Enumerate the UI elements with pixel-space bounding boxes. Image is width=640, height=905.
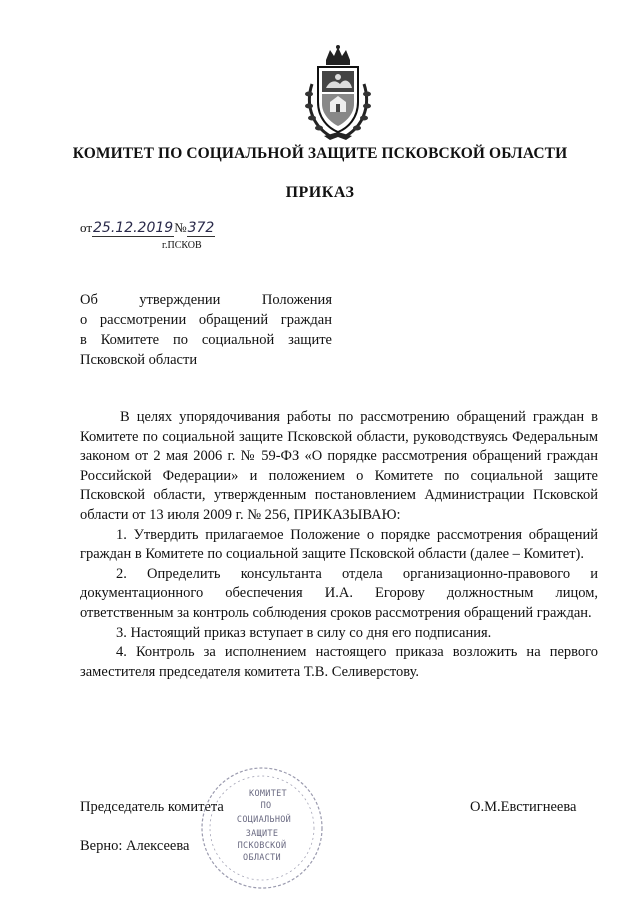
order-item: 4. Контроль за исполнением настоящего приказа возложить на первого заместителя председателя комитета Т.В. Селиверстову. bbox=[80, 644, 598, 680]
stamp-line: ЗАЩИТЕ bbox=[245, 829, 279, 839]
order-item: 2. Определить консультанта отдела организационно-правового и документационного обеспечения И.А. Егорову должностным лицом, ответственным за контроль соблюдения сроков рассмотрения обращений граждан. bbox=[80, 565, 598, 621]
city-label: г.ПСКОВ bbox=[162, 240, 202, 251]
organization-title: КОМИТЕТ ПО СОЦИАЛЬНОЙ ЗАЩИТЕ ПСКОВСКОЙ ОБЛАСТИ bbox=[72, 145, 568, 162]
signature-title: Председатель комитета bbox=[80, 799, 224, 815]
stamp-line: СОЦИАЛЬНОЙ bbox=[236, 815, 292, 825]
stamp-line: ПСКОВСКОЙ bbox=[237, 841, 287, 851]
seal-stamp bbox=[198, 764, 326, 892]
order-number: 372 bbox=[187, 220, 215, 236]
date-prefix: от bbox=[80, 220, 93, 235]
signature-name: О.М.Евстигнеева bbox=[470, 799, 577, 815]
subject-line: Об утверждении Положения bbox=[80, 292, 332, 308]
preamble-paragraph: В целях упорядочивания работы по рассмотрению обращений граждан в Комитете по социальной защите Псковской области, руководствуясь Федеральным законом от 2 мая 2006 г. № 59-ФЗ «О порядке рассмотрения обращений граждан Российской Федерации» и положением о Комитете по социальной защите Псковской области, утвержденным постановлением Администрации Псковской области от 13 июля 2009 г. № 256, ПРИКАЗЫВАЮ: bbox=[80, 409, 598, 523]
stamp-line: КОМИТЕТ bbox=[249, 789, 287, 799]
coat-of-arms-icon bbox=[300, 44, 376, 142]
subject-line: в Комитете по социальной защите bbox=[80, 332, 332, 348]
subject-line: Псковской области bbox=[80, 352, 198, 368]
order-subject bbox=[80, 290, 332, 370]
order-item: 3. Настоящий приказ вступает в силу со дня его подписания. bbox=[116, 624, 492, 641]
order-date-number bbox=[80, 220, 215, 237]
subject-line: о рассмотрении обращений граждан bbox=[80, 312, 332, 328]
order-item: 1. Утвердить прилагаемое Положение о порядке рассмотрения обращений граждан в Комитете по социальной защите Псковской области (далее – Комитет). bbox=[80, 526, 598, 563]
order-body bbox=[80, 408, 598, 682]
stamp-line: ПО bbox=[260, 801, 272, 811]
verified-by: Верно: Алексеева bbox=[80, 838, 190, 854]
document-type-title: ПРИКАЗ bbox=[285, 184, 355, 201]
order-date: 25.12.2019 bbox=[93, 220, 174, 236]
number-prefix: № bbox=[174, 220, 187, 235]
stamp-line: ОБЛАСТИ bbox=[243, 853, 281, 863]
